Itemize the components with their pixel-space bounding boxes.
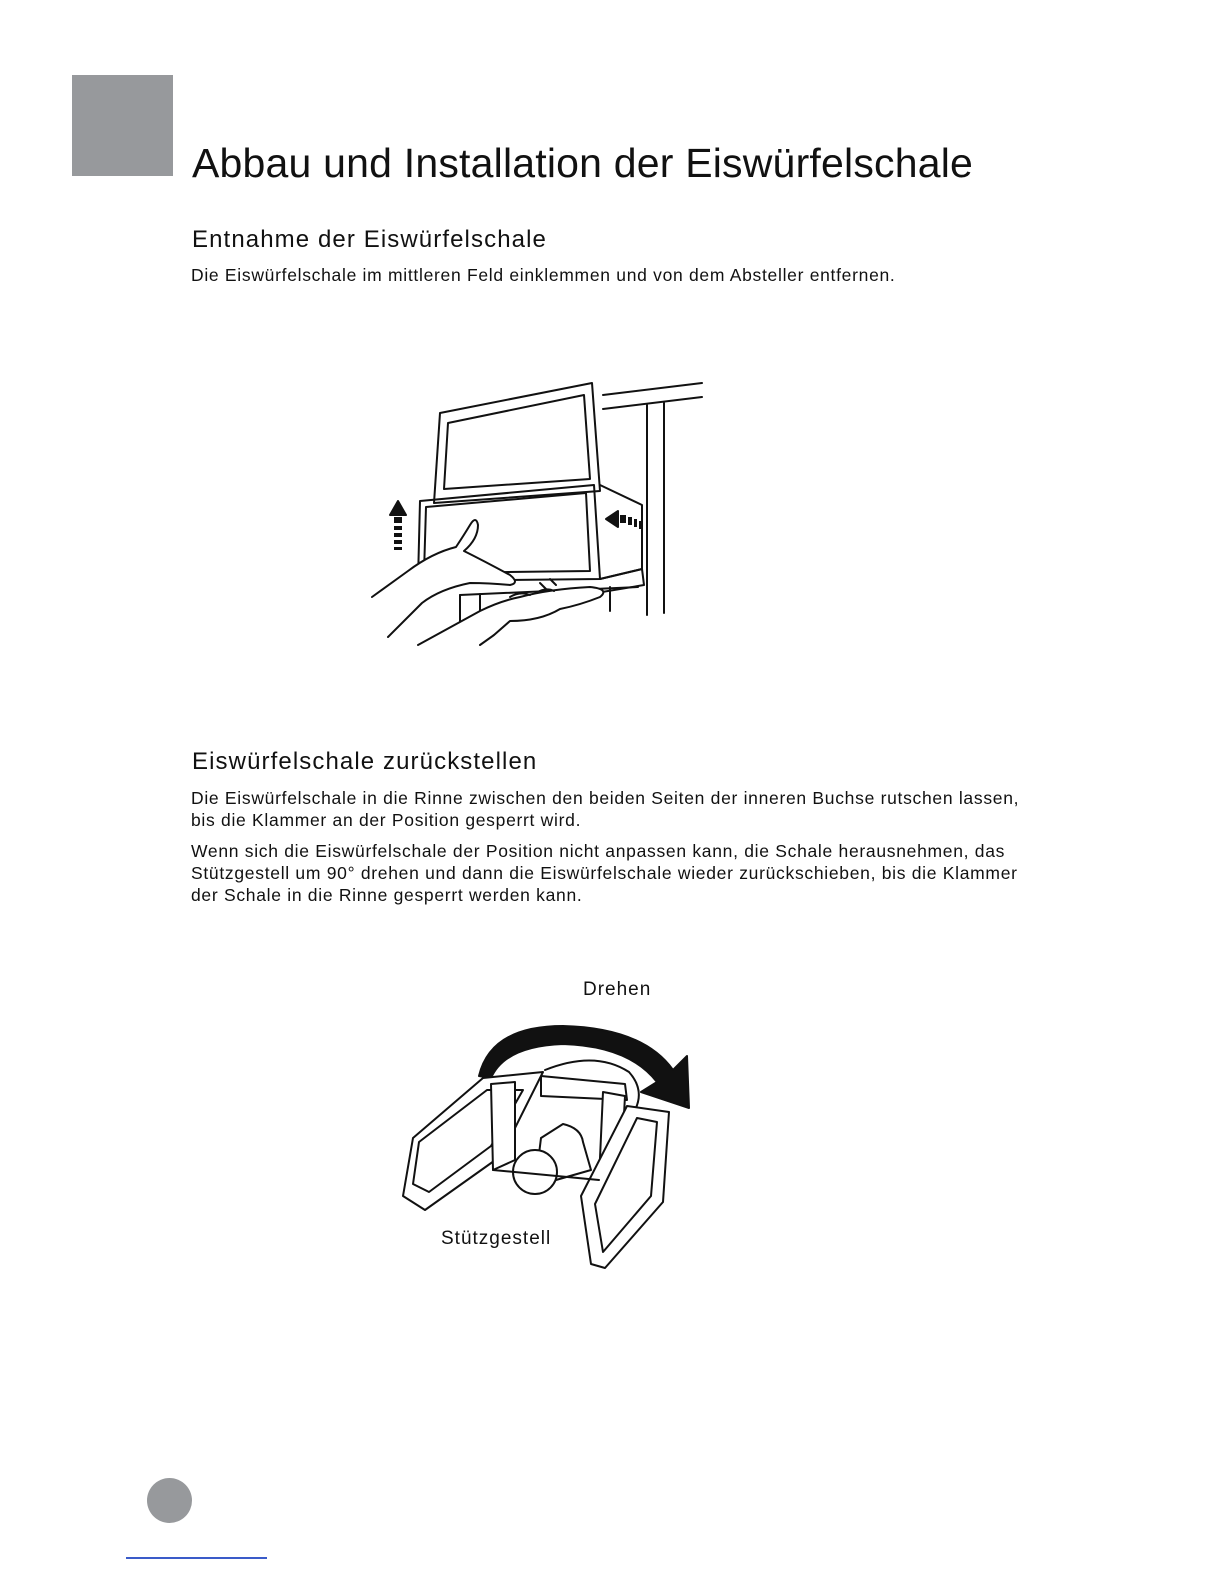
- arrow-left-dash-3: [634, 519, 637, 527]
- arrow-up-dash-1: [394, 517, 402, 523]
- label-rotate: Drehen: [583, 979, 652, 1000]
- reinstall-instruction: Die Eiswürfelschale in die Rinne zwischen den beiden Seiten der inneren Buchse rutschen lassen, bis die Klammer an der Position gesperrt wird.: [191, 788, 1020, 830]
- tray-bin-side: [600, 485, 642, 579]
- frame-left-bar: [491, 1082, 515, 1170]
- arrow-left-dash-4: [639, 521, 642, 529]
- label-support-stand: Stützgestell: [441, 1228, 552, 1249]
- shelf-second-line: [603, 397, 702, 409]
- removal-instruction: Die Eiswürfelschale im mittleren Feld einklemmen und von dem Absteller entfernen.: [191, 265, 896, 285]
- corner-marker-block: [72, 75, 173, 176]
- arrow-up-dash-3: [394, 533, 402, 537]
- section-heading-removal: Entnahme der Eiswürfelschale: [192, 226, 547, 253]
- arrow-up-dash-4: [394, 540, 402, 544]
- arrow-up-head: [390, 501, 406, 515]
- arrow-left-dash-2: [628, 517, 632, 525]
- bottom-rule-line: [126, 1557, 267, 1559]
- reinstall-adjust-instruction: Wenn sich die Eiswürfelschale der Position nicht anpassen kann, die Schale herausnehmen, das Stützgestell um 90° drehen und dann die Eiswürfelschale wieder zurückschieben, bis die Klammer der Schale in die Rinne gesperrt werden kann.: [191, 841, 1018, 905]
- page-number-dot: [147, 1478, 192, 1523]
- section-heading-reinstall: Eiswürfelschale zurückstellen: [192, 748, 538, 775]
- arrow-up-dash-5: [394, 547, 402, 550]
- upper-tray-inner: [444, 395, 590, 489]
- arrow-left-head: [606, 511, 618, 527]
- arrow-left-dash-1: [620, 515, 626, 523]
- arrow-up-dash-2: [394, 526, 402, 530]
- shelf-top-line: [603, 383, 702, 395]
- figure-tray-removal: [360, 375, 710, 650]
- page-title: Abbau und Installation der Eiswürfelschale: [192, 140, 974, 186]
